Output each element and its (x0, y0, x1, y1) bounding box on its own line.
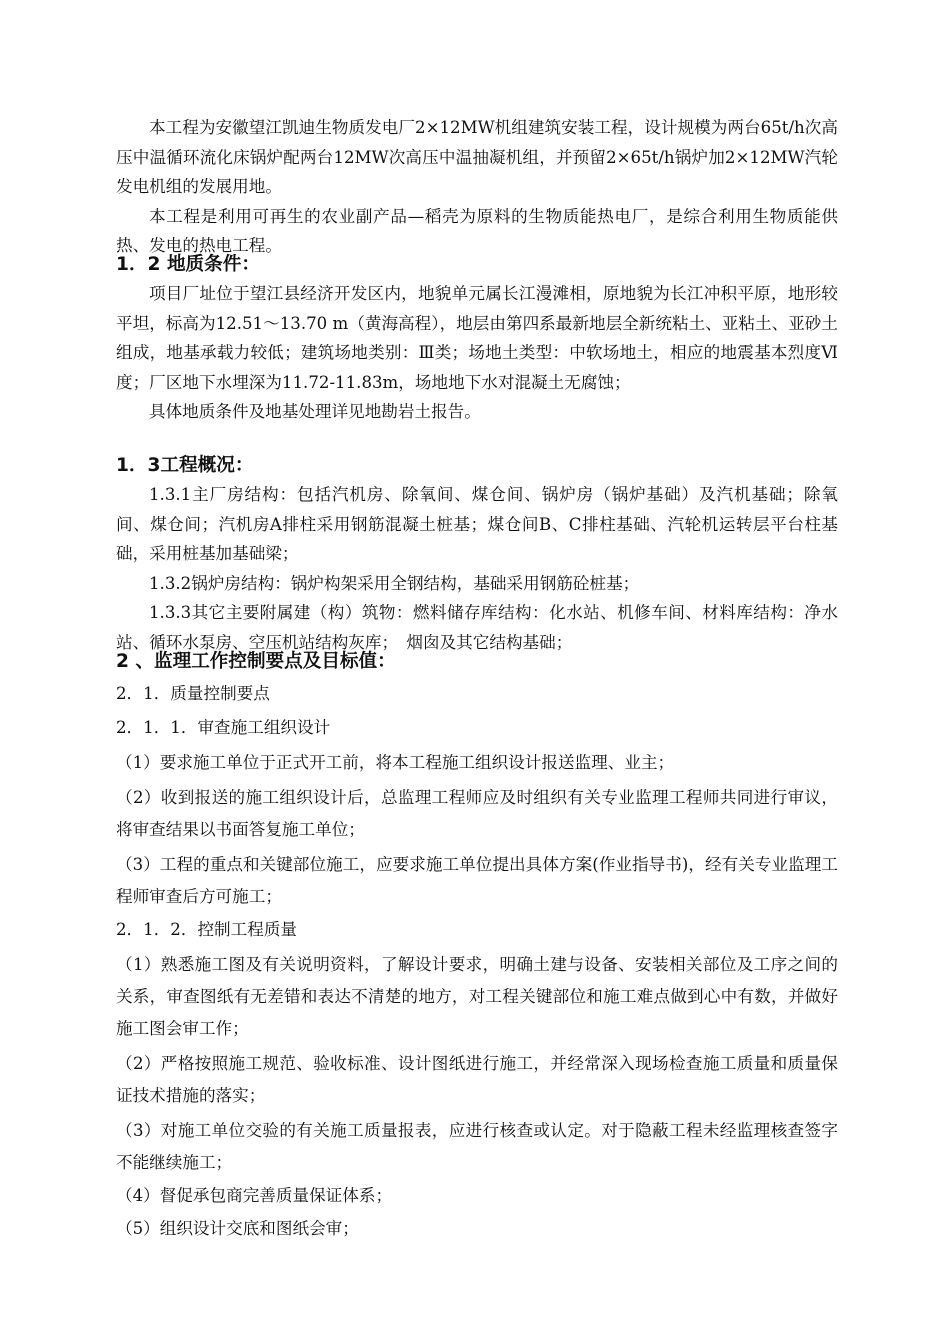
list-item: （1）要求施工单位于正式开工前，将本工程施工组织设计报送监理、业主； (116, 753, 675, 772)
intro-paragraph-2: 本工程是利用可再生的农业副产品—稻壳为原料的生物质能热电厂，是综合利用生物质能供热、发电的热电工程。 (116, 206, 838, 255)
geology-section (116, 251, 838, 427)
list-item: （1）熟悉施工图及有关说明资料，了解设计要求，明确土建与设备、安装相关部位及工序之间的关系，审查图纸有无差错和表达不清楚的地方，对工程关键部位和施工难点做到心中有数，并做好施工图会审工作； (116, 955, 838, 1038)
section-2-heading: 2 、监理工作控制要点及目标值： (116, 651, 396, 672)
geology-paragraph-2: 具体地质条件及地基处理详见地勘岩土报告。 (149, 402, 481, 421)
intro-block (116, 113, 838, 261)
subsection-2-1-2-heading: 2．1．2．控制工程质量 (116, 920, 298, 939)
subsection-2-1-1-heading: 2．1．1．审查施工组织设计 (116, 718, 331, 737)
list-item: （5）组织设计交底和图纸会审； (116, 1219, 359, 1238)
geology-heading: 1．2 地质条件： (116, 254, 260, 275)
list-item: （3）工程的重点和关键部位施工，应要求施工单位提出具体方案(作业指导书)，经有关专业监理工程师审查后方可施工； (116, 855, 838, 906)
overview-section (116, 452, 838, 657)
subsection-2-1-heading: 2．1．质量控制要点 (116, 684, 270, 703)
list-item: （3）对施工单位交验的有关施工质量报表，应进行核查或认定。对于隐蔽工程未经监理核查签字不能继续施工； (116, 1121, 838, 1172)
overview-heading: 1．3工程概况： (116, 455, 254, 476)
list-item: （4）督促承包商完善质量保证体系； (116, 1186, 393, 1205)
section-2 (116, 647, 838, 1245)
overview-paragraph-2: 1.3.2锅炉房结构：锅炉构架采用全钢结构，基础采用钢筋砼桩基； (149, 573, 640, 593)
list-item: （2）严格按照施工规范、验收标准、设计图纸进行施工，并经常深入现场检查施工质量和质量保证技术措施的落实； (116, 1054, 838, 1105)
overview-paragraph-1: 1.3.1主厂房结构：包括汽机房、除氧间、煤仓间、锅炉房（锅炉基础）及汽机基础；除氧间、煤仓间；汽机房A排柱采用钢筋混凝土桩基；煤仓间B、C排柱基础、汽轮机运转层平台柱基础，采用桩基加基础梁； (116, 485, 838, 563)
intro-paragraph-1: 本工程为安徽望江凯迪生物质发电厂2×12MW机组建筑安装工程，设计规模为两台65t/h次高压中温循环流化床锅炉配两台12MW次高压中温抽凝机组，并预留2×65t/h锅炉加2×12MW汽轮发电机组的发展用地。 (116, 118, 838, 196)
list-item: （2）收到报送的施工组织设计后，总监理工程师应及时组织有关专业监理工程师共同进行审议，将审查结果以书面答复施工单位； (116, 788, 838, 839)
geology-paragraph-1: 项目厂址位于望江县经济开发区内，地貌单元属长江漫滩相，原地貌为长江冲积平原，地形较平坦，标高为12.51～13.70 m（黄海高程），地层由第四系最新地层全新统粘土、亚粘土、亚砂土组成，地基承载力较低；建筑场地类别：Ⅲ类；场地土类型：中软场地土，相应的地震基本烈度Ⅵ度；厂区地下水埋深为11.72-11.83m，场地地下水对混凝土无腐蚀； (116, 284, 838, 392)
overview-paragraph-3: 1.3.3其它主要附属建（构）筑物：燃料储存库结构：化水站、机修车间、材料库结构：净水站、循环水泵房、空压机站结构灰库； 烟囱及其它结构基础； (116, 603, 838, 652)
